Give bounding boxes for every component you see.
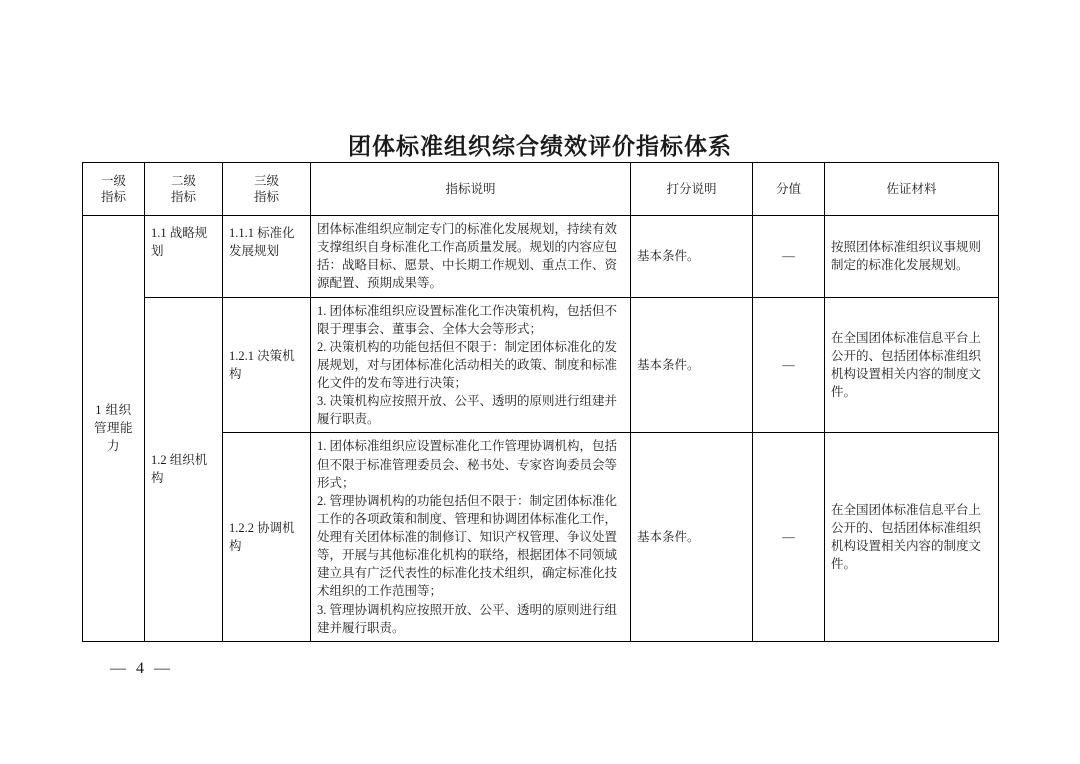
performance-indicator-table [82, 162, 999, 642]
cell-scoring-note-1-2-1: 基本条件。 [631, 297, 753, 433]
cell-score-1-2-2: — [753, 433, 825, 641]
cell-level3-1-1-1: 1.1.1 标准化发展规划 [223, 216, 311, 298]
table-header-row [83, 163, 999, 216]
cell-level2-organization: 1.2 组织机构 [145, 297, 223, 641]
header-level1-line1: 一级 [100, 173, 126, 188]
header-level3 [223, 163, 311, 216]
cell-score-1-2-1: — [753, 297, 825, 433]
table-row [83, 297, 999, 433]
header-scoring-note: 打分说明 [631, 163, 753, 216]
page-number: — 4 — [110, 660, 173, 677]
cell-evidence-1-1-1: 按照团体标准组织议事规则制定的标准化发展规划。 [825, 216, 999, 298]
cell-level3-1-2-1: 1.2.1 决策机构 [223, 297, 311, 433]
header-level2-line1: 二级 [170, 173, 196, 188]
cell-level1: 1 组织管理能力 [83, 216, 145, 642]
header-level2 [145, 163, 223, 216]
cell-scoring-note-1-2-2: 基本条件。 [631, 433, 753, 641]
page-title: 团体标准组织综合绩效评价指标体系 [348, 134, 732, 159]
header-level2-line2: 指标 [170, 190, 196, 204]
cell-evidence-1-2-2: 在全国团体标准信息平台上公开的、包括团体标准组织机构设置相关内容的制度文件。 [825, 433, 999, 641]
cell-level3-1-2-2: 1.2.2 协调机构 [223, 433, 311, 641]
header-level1 [83, 163, 145, 216]
header-description: 指标说明 [311, 163, 631, 216]
cell-score-1-1-1: — [753, 216, 825, 298]
cell-level2-strategy: 1.1 战略规划 [145, 216, 223, 298]
header-score: 分值 [753, 163, 825, 216]
header-level3-line1: 三级 [253, 173, 279, 188]
cell-description-1-1-1: 团体标准组织应制定专门的标准化发展规划，持续有效支撑组织自身标准化工作高质量发展。规划的内容应包括：战略目标、愿景、中长期工作规划、重点工作、资源配置、预期成果等。 [311, 216, 631, 298]
cell-description-1-2-2: 1. 团体标准组织应设置标准化工作管理协调机构，包括但不限于标准管理委员会、秘书处、专家咨询委员会等形式； 2. 管理协调机构的功能包括但不限于：制定团体标准化工作的各项政策和制度、管理和协调团体标准化工作，处理有关团体标准的制修订、知识产权管理、争议处置等，开展与其他标准化机构的联络，根据团体不同领域建立具有广泛代表性的标准化技术组织，确定标准化技术组织的工作范围等； 3. 管理协调机构应按照开放、公平、透明的原则进行组建并履行职责。 [311, 433, 631, 641]
cell-evidence-1-2-1: 在全国团体标准信息平台上公开的、包括团体标准组织机构设置相关内容的制度文件。 [825, 297, 999, 433]
table-row [83, 216, 999, 298]
header-level3-line2: 指标 [253, 190, 279, 204]
header-level1-line2: 指标 [100, 190, 126, 204]
cell-description-1-2-1: 1. 团体标准组织应设置标准化工作决策机构，包括但不限于理事会、董事会、全体大会等形式； 2. 决策机构的功能包括但不限于：制定团体标准化的发展规划，对与团体标准化活动相关的政策、制度和标准化文件的发布等进行决策； 3. 决策机构应按照开放、公平、透明的原则进行组建并履行职责。 [311, 297, 631, 433]
cell-scoring-note-1-1-1: 基本条件。 [631, 216, 753, 298]
header-evidence: 佐证材料 [825, 163, 999, 216]
